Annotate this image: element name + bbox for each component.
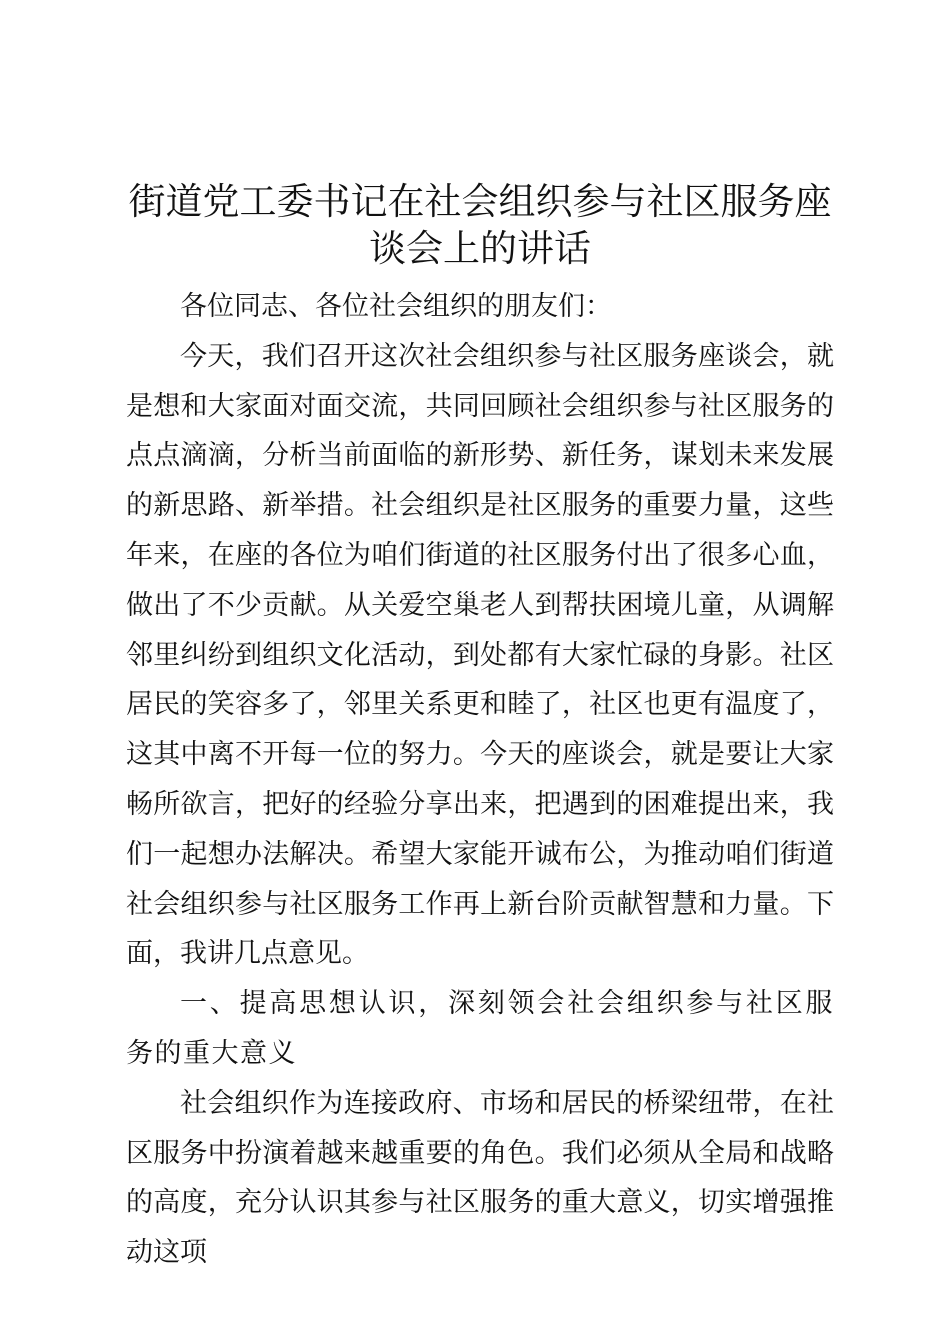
- document-title: 街道党工委书记在社会组织参与社区服务座谈会上的讲话: [128, 180, 832, 270]
- paragraph-opening: 今天，我们召开这次社会组织参与社区服务座谈会，就是想和大家面对面交流，共同回顾社会组织参与社区服务的点点滴滴，分析当前面临的新形势、新任务，谋划未来发展的新思路、新举措。社会组织是社区服务的重要力量，这些年来，在座的各位为咱们街道的社区服务付出了很多心血，做出了不少贡献。从关爱空巢老人到帮扶困境儿童，从调解邻里纠纷到组织文化活动，到处都有大家忙碌的身影。社区居民的笑容多了，邻里关系更和睦了，社区也更有温度了，这其中离不开每一位的努力。今天的座谈会，就是要让大家畅所欲言，把好的经验分享出来，把遇到的困难提出来，我们一起想办法解决。希望大家能开诚布公，为推动咱们街道社会组织参与社区服务工作再上新台阶贡献智慧和力量。下面，我讲几点意见。: [126, 340, 834, 970]
- document-body: [126, 282, 834, 1278]
- section-heading-1: 一、提高思想认识，深刻领会社会组织参与社区服务的重大意义: [126, 988, 834, 1069]
- paragraph-section-1: 社会组织作为连接政府、市场和居民的桥梁纽带，在社区服务中扮演着越来越重要的角色。我们必须从全局和战略的高度，充分认识其参与社区服务的重大意义，切实增强推动这项: [126, 1087, 834, 1269]
- salutation: 各位同志、各位社会组织的朋友们：: [180, 291, 612, 322]
